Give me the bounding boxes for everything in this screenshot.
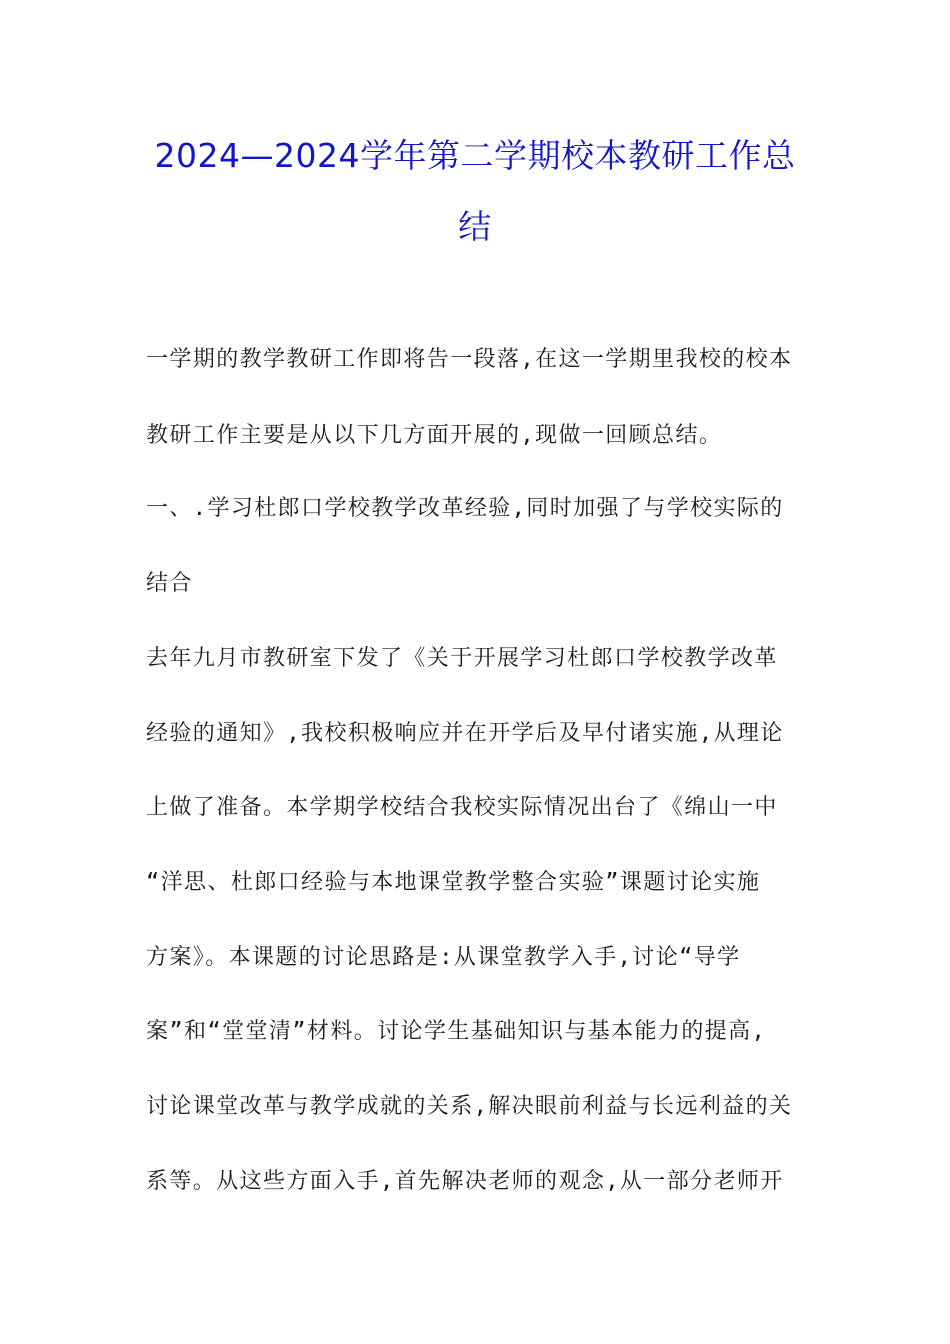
body-line-8: “洋思、杜郎口经验与本地课堂教学整合实验”课题讨论实施 [146, 870, 761, 895]
body-line-1: 一学期的教学教研工作即将告一段落,在这一学期里我校的校本 [146, 347, 793, 372]
body-line-12: 系等。从这些方面入手,首先解决老师的观念,从一部分老师开 [146, 1169, 784, 1194]
body-line-2: 教研工作主要是从以下几方面开展的,现做一回顾总结。 [146, 423, 723, 448]
document-title-line-1: 2024—2024学年第二学期校本教研工作总 [154, 136, 796, 175]
body-line-6: 经验的通知》,我校积极响应并在开学后及早付诸实施,从理论 [146, 721, 784, 746]
section-heading-line-1: 一、.学习杜郎口学校教学改革经验,同时加强了与学校实际的 [146, 496, 784, 521]
body-line-7: 上做了准备。本学期学校结合我校实际情况出台了《绵山一中 [146, 795, 778, 820]
document-title-line-2: 结 [458, 207, 492, 246]
body-line-5: 去年九月市教研室下发了《关于开展学习杜郎口学校教学改革 [146, 646, 778, 671]
body-line-9: 方案》。本课题的讨论思路是:从课堂教学入手,讨论“导学 [146, 945, 741, 970]
section-heading-line-2: 结合 [146, 571, 193, 596]
body-line-10: 案”和“堂堂清”材料。讨论学生基础知识与基本能力的提高, [146, 1019, 767, 1044]
body-line-11: 讨论课堂改革与教学成就的关系,解决眼前利益与长远利益的关 [146, 1094, 793, 1119]
